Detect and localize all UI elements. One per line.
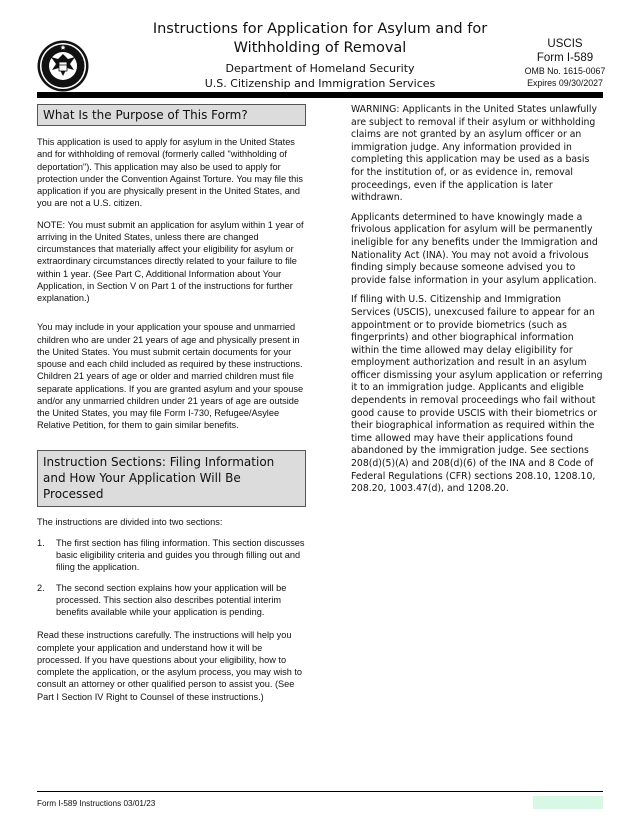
title-line-2: Withholding of Removal (233, 40, 407, 56)
list-item (37, 582, 306, 619)
department-name: Department of Homeland Security (225, 62, 415, 75)
list-text: The second section explains how your application will be processed. This section also describes potential interim benefits available while your application is pending. (56, 582, 287, 617)
frivolous-paragraph: Applicants determined to have knowingly made a frivolous application for asylum will be permanently ineligible for any benefits under the Immigration and Nationality Act (INA). You may not avoid a frivolous finding simply because someone advised you to provide false information in your asylum application. (351, 211, 598, 286)
omb-number: OMB No. 1615-0067 (524, 66, 606, 76)
biometrics-paragraph: If filing with U.S. Citizenship and Immigration Services (USCIS), unexcused failure to appear for an appointment or to provide biometrics (such as fingerprints) and other biographical information within the time allowed may delay eligibility for employment authorization and result in an asylum officer dismissing your asylum application or referring it to an immigration judge. Applicants and eligible dependents in removal proceedings who fail without good cause to provide USCIS with their biometrics or their biographical information as required within the time allowed may have their applications found abandoned by the immigration judge. See sections 208(d)(5)(A) and 208(d)(6) of the INA and 8 Code of Federal Regulations (CFR) sections 208.10, 1208.10, 208.20, 1003.47(d), and 1208.20. (351, 294, 603, 495)
purpose-paragraph: This application is used to apply for asylum in the United States and for withholding of removal (formerly called "withholding of deportation"). This application may also be used to apply for protection under the Convention Against Torture. You may file this application if you are physically present in the United States, and you are not a U.S. citizen. (37, 137, 303, 209)
list-text: The first section has filing information. This section discusses basic eligibility criteria and guides you through filling out and filing the application. (56, 537, 305, 573)
sections-intro: The instructions are divided into two sections: (37, 516, 223, 527)
list-item (37, 537, 306, 574)
dhs-seal-logo (37, 40, 89, 92)
list-number: 1. (37, 537, 45, 548)
warning-paragraph: WARNING: Applicants in the United States unlawfully are subject to removal if their asylum or withholding claims are not granted by an asylum officer or an immigration judge. Any information provided in completing this application may be used as a basis for the institution of, or as evidence in, removal proceedings, even if the application is later withdrawn. (351, 104, 597, 204)
section-heading-purpose: What Is the Purpose of This Form? (37, 104, 306, 126)
document-title (120, 20, 520, 58)
section-heading-instructions: Instruction Sections: Filing Information and How Your Application Will Be Processed (37, 450, 306, 507)
list-number: 2. (37, 582, 45, 593)
note-paragraph: NOTE: You must submit an application for asylum within 1 year of arriving in the United States, unless there are changed circumstances that materially affect your eligibility for asylum or extraordinary circumstances directly related to your failure to file within 1 year. (See Part C, Additional Information about Your Application, in Section V on Part 1 of the instructions for further explanation.) (37, 219, 304, 303)
issuing-department (120, 61, 520, 91)
title-line-1: Instructions for Application for Asylum and for (152, 21, 488, 37)
header-divider (37, 92, 603, 98)
form-number: Form I-589 (536, 52, 594, 64)
footer-barcode-area (533, 796, 603, 809)
sections-list (37, 537, 306, 619)
left-column (37, 104, 306, 712)
footer-form-edition: Form I-589 Instructions 03/01/23 (37, 799, 156, 808)
agency-name: U.S. Citizenship and Immigration Services (204, 77, 436, 90)
right-column (351, 104, 603, 503)
agency-abbrev: USCIS (547, 38, 583, 50)
expiration-date: Expires 09/30/2027 (527, 78, 603, 88)
dependents-paragraph: You may include in your application your spouse and unmarried children who are under 21 years of age and physically present in the United States. You must submit certain documents for your spouse and each child included as required by these instructions. Children 21 years of age or older and married children must file separate applications. If you are granted asylum and your spouse and/or any unmarried children under 21 years of age are outside the United States, you may file Form I-730, Refugee/Asylee Relative Petition, for them to gain similar benefits. (37, 322, 304, 431)
footer-divider (37, 791, 603, 792)
read-carefully-paragraph: Read these instructions carefully. The instructions will help you complete your application and understand how it will be processed. If you have questions about your eligibility, how to complete the application, or the asylum process, you may wish to consult an attorney or other qualified person to assist you. (See Part I Section IV Right to Counsel of these instructions.) (37, 630, 303, 702)
form-identifier (510, 37, 620, 89)
